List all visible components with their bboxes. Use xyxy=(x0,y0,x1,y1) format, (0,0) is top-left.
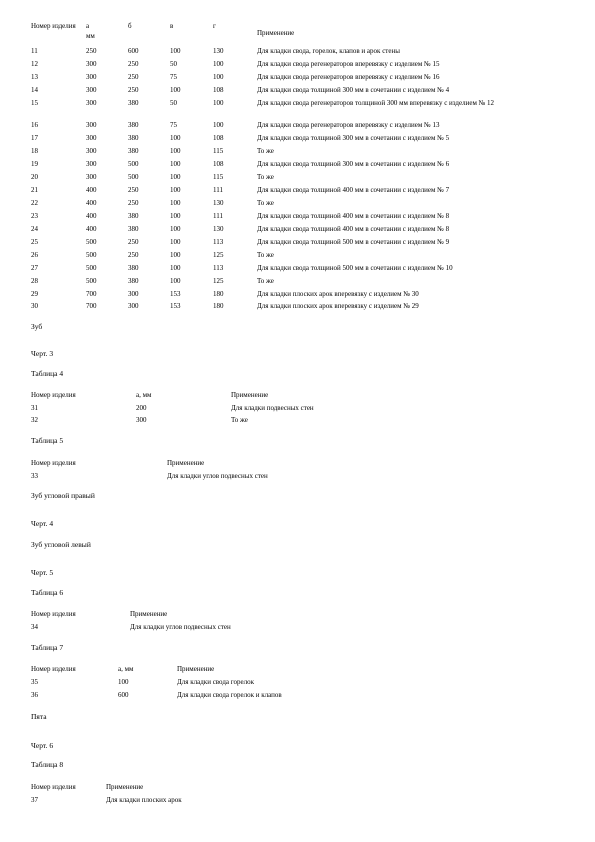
cell-v: 100 xyxy=(170,277,181,285)
cell-a: 400 xyxy=(86,225,97,233)
cell-number: 28 xyxy=(31,277,38,285)
cell-application: То же xyxy=(257,277,274,285)
cell-a: 200 xyxy=(136,404,147,412)
cell-number: 36 xyxy=(31,691,38,699)
cell-number: 33 xyxy=(31,472,38,480)
cell-v: 100 xyxy=(170,212,181,220)
cell-b: 250 xyxy=(128,238,139,246)
cell-g: 100 xyxy=(213,121,224,129)
cell-a: 300 xyxy=(86,147,97,155)
cell-a: 300 xyxy=(136,416,147,424)
cell-b: 300 xyxy=(128,290,139,298)
cell-g: 115 xyxy=(213,147,224,155)
cell-v: 100 xyxy=(170,264,181,272)
cell-a: 700 xyxy=(86,302,97,310)
cell-application: То же xyxy=(257,199,274,207)
cell-a: 300 xyxy=(86,121,97,129)
cell-number: 35 xyxy=(31,678,38,686)
cell-number: 24 xyxy=(31,225,38,233)
cell-g: 108 xyxy=(213,86,224,94)
cell-number: 16 xyxy=(31,121,38,129)
cell-number: 32 xyxy=(31,416,38,424)
cell-application: То же xyxy=(257,251,274,259)
header-application: Применение xyxy=(130,610,168,618)
header-unit: мм xyxy=(86,32,95,40)
cell-number: 14 xyxy=(31,86,38,94)
cell-b: 250 xyxy=(128,251,139,259)
cell-number: 21 xyxy=(31,186,38,194)
header-item-number: Номер изделия xyxy=(31,22,76,30)
cell-v: 100 xyxy=(170,160,181,168)
cell-number: 11 xyxy=(31,47,38,55)
figure-caption-chert6: Черт. 6 xyxy=(31,741,54,750)
header-a: а, мм xyxy=(118,665,134,673)
cell-a: 400 xyxy=(86,199,97,207)
cell-number: 30 xyxy=(31,302,38,310)
header-item-number: Номер изделия xyxy=(31,665,76,673)
cell-b: 250 xyxy=(128,186,139,194)
cell-application: Для кладки углов подвесных стен xyxy=(167,472,268,480)
cell-application: Для кладки свода регенераторов вперевязку с изделием № 16 xyxy=(257,73,440,81)
cell-b: 300 xyxy=(128,302,139,310)
cell-number: 19 xyxy=(31,160,38,168)
cell-v: 100 xyxy=(170,251,181,259)
cell-application: Для кладки свода толщиной 500 мм в сочетании с изделием № 10 xyxy=(257,264,453,272)
cell-g: 130 xyxy=(213,199,224,207)
cell-a: 300 xyxy=(86,160,97,168)
cell-application: Для кладки плоских арок вперевязку с изделием № 29 xyxy=(257,302,419,310)
cell-application: Для кладки свода регенераторов вперевязку с изделием № 15 xyxy=(257,60,440,68)
cell-b: 600 xyxy=(128,47,139,55)
cell-g: 111 xyxy=(213,186,223,194)
cell-number: 17 xyxy=(31,134,38,142)
cell-g: 125 xyxy=(213,251,224,259)
table6-title: Таблица 6 xyxy=(31,588,64,597)
cell-application: Для кладки свода толщиной 400 мм в сочетании с изделием № 7 xyxy=(257,186,450,194)
cell-a: 300 xyxy=(86,134,97,142)
header-a: а, мм xyxy=(136,391,152,399)
cell-application: Для кладки плоских арок вперевязку с изделием № 30 xyxy=(257,290,419,298)
header-item-number: Номер изделия xyxy=(31,783,76,791)
cell-b: 250 xyxy=(128,73,139,81)
cell-v: 153 xyxy=(170,302,181,310)
cell-g: 113 xyxy=(213,238,224,246)
cell-g: 115 xyxy=(213,173,224,181)
cell-v: 75 xyxy=(170,121,177,129)
cell-number: 31 xyxy=(31,404,38,412)
header-b: б xyxy=(128,22,132,30)
table7-title: Таблица 7 xyxy=(31,643,64,652)
table4-title: Таблица 4 xyxy=(31,369,64,378)
cell-application: Для кладки свода горелок и клапов xyxy=(177,691,282,699)
cell-number: 23 xyxy=(31,212,38,220)
figure-caption-chert5: Черт. 5 xyxy=(31,568,54,577)
cell-application: Для кладки свода регенераторов вперевязку с изделием № 13 xyxy=(257,121,440,129)
cell-g: 108 xyxy=(213,160,224,168)
cell-number: 25 xyxy=(31,238,38,246)
header-g: г xyxy=(213,22,216,30)
cell-application: Для кладки свода толщиной 300 мм в сочетании с изделием № 6 xyxy=(257,160,450,168)
header-v: в xyxy=(170,22,174,30)
cell-number: 27 xyxy=(31,264,38,272)
cell-number: 29 xyxy=(31,290,38,298)
cell-g: 130 xyxy=(213,47,224,55)
cell-a: 300 xyxy=(86,86,97,94)
cell-v: 100 xyxy=(170,238,181,246)
table8-title: Таблица 8 xyxy=(31,760,64,769)
cell-b: 380 xyxy=(128,264,139,272)
cell-v: 100 xyxy=(170,173,181,181)
cell-a: 250 xyxy=(86,47,97,55)
cell-a: 500 xyxy=(86,277,97,285)
cell-b: 250 xyxy=(128,60,139,68)
cell-application: То же xyxy=(257,147,274,155)
cell-b: 250 xyxy=(128,86,139,94)
cell-v: 153 xyxy=(170,290,181,298)
cell-b: 380 xyxy=(128,212,139,220)
cell-v: 100 xyxy=(170,186,181,194)
cell-g: 100 xyxy=(213,60,224,68)
cell-number: 12 xyxy=(31,60,38,68)
cell-v: 100 xyxy=(170,86,181,94)
cell-b: 250 xyxy=(128,199,139,207)
cell-v: 75 xyxy=(170,73,177,81)
cell-a: 300 xyxy=(86,73,97,81)
cell-a: 100 xyxy=(118,678,129,686)
cell-application: Для кладки свода толщиной 400 мм в сочетании с изделием № 8 xyxy=(257,212,450,220)
cell-b: 500 xyxy=(128,173,139,181)
cell-g: 108 xyxy=(213,134,224,142)
cell-a: 300 xyxy=(86,173,97,181)
cell-application: Для кладки подвесных стен xyxy=(231,404,314,412)
table5-title: Таблица 5 xyxy=(31,436,64,445)
cell-application: Для кладки плоских арок xyxy=(106,796,182,804)
cell-v: 100 xyxy=(170,134,181,142)
header-item-number: Номер изделия xyxy=(31,391,76,399)
figure-caption-chert4: Черт. 4 xyxy=(31,519,54,528)
header-item-number: Номер изделия xyxy=(31,459,76,467)
figure-title-zub: Зуб xyxy=(31,322,43,331)
cell-a: 500 xyxy=(86,238,97,246)
header-application: Применение xyxy=(257,29,295,37)
cell-v: 100 xyxy=(170,47,181,55)
cell-g: 180 xyxy=(213,302,224,310)
cell-number: 20 xyxy=(31,173,38,181)
cell-b: 380 xyxy=(128,121,139,129)
cell-number: 13 xyxy=(31,73,38,81)
cell-application: Для кладки свода регенераторов толщиной 300 мм вперевязку с изделием № 12 xyxy=(257,99,495,107)
cell-application: Для кладки свода толщиной 400 мм в сочетании с изделием № 8 xyxy=(257,225,450,233)
cell-v: 50 xyxy=(170,99,177,107)
cell-b: 380 xyxy=(128,277,139,285)
cell-a: 500 xyxy=(86,264,97,272)
header-application: Применение xyxy=(177,665,215,673)
cell-g: 100 xyxy=(213,99,224,107)
cell-number: 34 xyxy=(31,623,38,631)
cell-b: 500 xyxy=(128,160,139,168)
header-a: а xyxy=(86,22,90,30)
cell-a: 300 xyxy=(86,99,97,107)
figure-title-pyata: Пята xyxy=(31,712,47,721)
cell-number: 37 xyxy=(31,796,38,804)
figure-caption-chert3: Черт. 3 xyxy=(31,349,54,358)
cell-b: 380 xyxy=(128,99,139,107)
cell-application: Для кладки свода толщиной 300 мм в сочетании с изделием № 5 xyxy=(257,134,450,142)
cell-v: 100 xyxy=(170,225,181,233)
cell-v: 100 xyxy=(170,199,181,207)
cell-g: 113 xyxy=(213,264,224,272)
cell-number: 22 xyxy=(31,199,38,207)
header-application: Применение xyxy=(106,783,144,791)
cell-a: 500 xyxy=(86,251,97,259)
cell-b: 380 xyxy=(128,134,139,142)
cell-b: 380 xyxy=(128,225,139,233)
cell-g: 180 xyxy=(213,290,224,298)
header-item-number: Номер изделия xyxy=(31,610,76,618)
cell-g: 125 xyxy=(213,277,224,285)
cell-a: 400 xyxy=(86,212,97,220)
cell-g: 111 xyxy=(213,212,223,220)
cell-a: 400 xyxy=(86,186,97,194)
cell-a: 300 xyxy=(86,60,97,68)
cell-a: 700 xyxy=(86,290,97,298)
cell-application: То же xyxy=(231,416,248,424)
header-application: Применение xyxy=(231,391,269,399)
cell-number: 18 xyxy=(31,147,38,155)
cell-v: 50 xyxy=(170,60,177,68)
cell-application: Для кладки свода горелок xyxy=(177,678,254,686)
cell-g: 130 xyxy=(213,225,224,233)
cell-b: 380 xyxy=(128,147,139,155)
cell-v: 100 xyxy=(170,147,181,155)
cell-a: 600 xyxy=(118,691,129,699)
cell-application: Для кладки свода толщиной 300 мм в сочетании с изделием № 4 xyxy=(257,86,450,94)
cell-application: Для кладки свода толщиной 500 мм в сочетании с изделием № 9 xyxy=(257,238,450,246)
header-application: Применение xyxy=(167,459,205,467)
cell-application: То же xyxy=(257,173,274,181)
cell-number: 26 xyxy=(31,251,38,259)
figure-title-zub-left: Зуб угловой левый xyxy=(31,540,91,549)
cell-application: Для кладки углов подвесных стен xyxy=(130,623,231,631)
cell-application: Для кладки свода, горелок, клапов и арок стены xyxy=(257,47,400,55)
cell-number: 15 xyxy=(31,99,38,107)
figure-title-zub-right: Зуб угловой правый xyxy=(31,491,95,500)
cell-g: 100 xyxy=(213,73,224,81)
